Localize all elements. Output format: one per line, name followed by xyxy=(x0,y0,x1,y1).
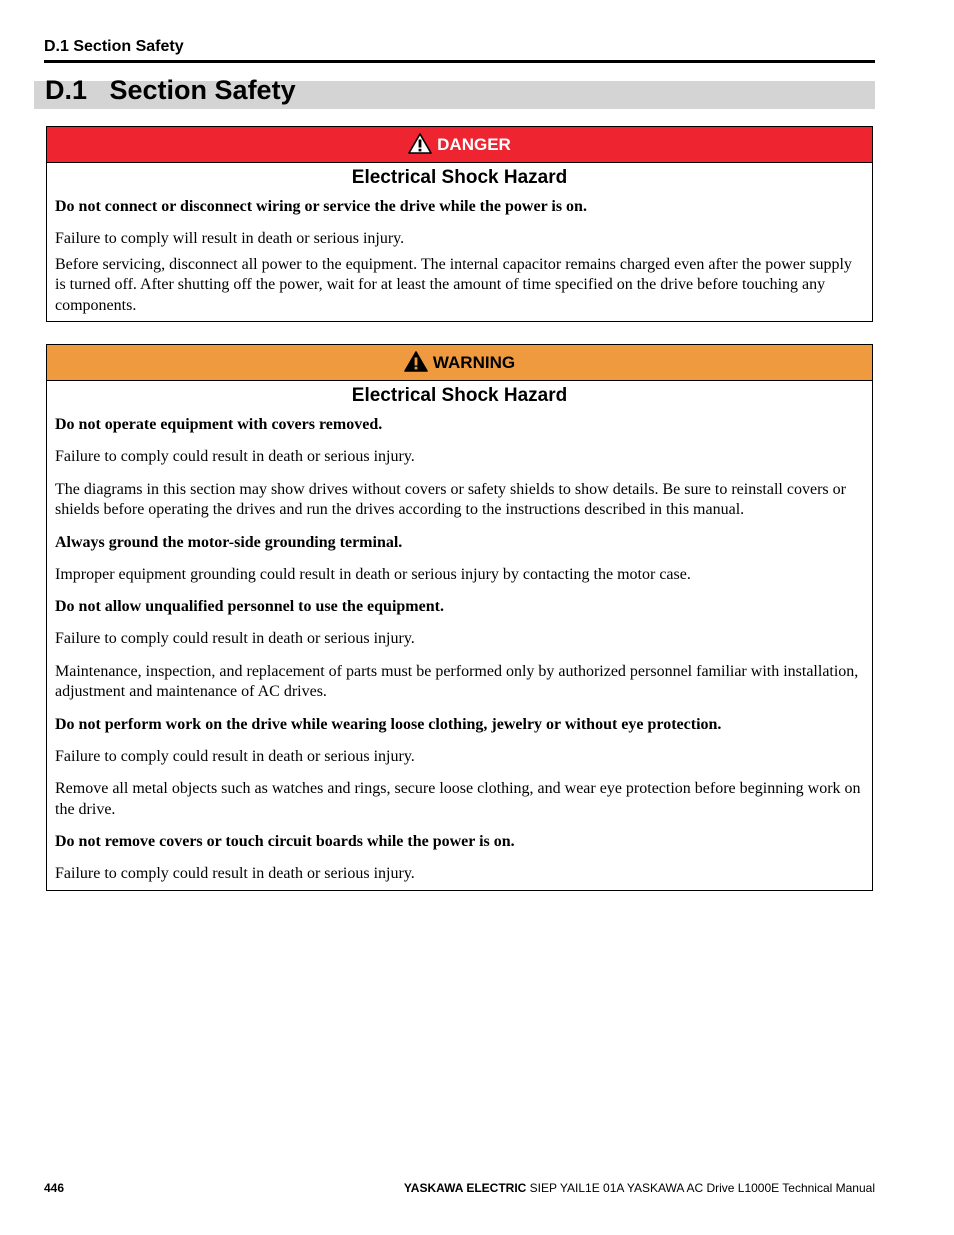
danger-header xyxy=(47,127,872,163)
warning-header xyxy=(47,345,872,381)
warning-item: Failure to comply could result in death or serious injury. xyxy=(55,630,415,647)
warning-item: Do not operate equipment with covers removed. xyxy=(55,416,383,433)
section-title: D.1 Section Safety xyxy=(45,75,296,105)
warning-triangle-icon xyxy=(408,133,432,154)
warning-item: Maintenance, inspection, and replacement of parts must be performed only by authorized personnel familiar with installation, adjustment and maintenance of AC drives. xyxy=(55,662,859,700)
footer-manual-title xyxy=(404,1181,875,1195)
footer-brand: YASKAWA ELECTRIC xyxy=(403,1181,527,1195)
danger-box xyxy=(46,126,873,322)
warning-box xyxy=(46,344,873,891)
danger-item: Do not connect or disconnect wiring or service the drive while the power is on. xyxy=(55,198,587,215)
warning-triangle-icon xyxy=(404,351,428,372)
warning-hazard-title: Electrical Shock Hazard xyxy=(351,385,568,406)
warning-item: Do not perform work on the drive while wearing loose clothing, jewelry or without eye protection. xyxy=(55,715,722,733)
danger-label: DANGER xyxy=(437,134,511,154)
warning-label: WARNING xyxy=(432,352,516,372)
warning-item: Failure to comply could result in death or serious injury. xyxy=(55,747,415,765)
warning-item: Always ground the motor-side grounding terminal. xyxy=(55,533,403,551)
warning-item: Improper equipment grounding could result in death or serious injury by contacting the motor case. xyxy=(55,565,691,583)
page-number: 446 xyxy=(44,1181,65,1195)
running-header: D.1 Section Safety xyxy=(44,38,184,55)
danger-hazard-title: Electrical Shock Hazard xyxy=(351,167,568,188)
danger-item: Before servicing, disconnect all power to the equipment. The internal capacitor remains charged even after the power supply is turned off. After shutting off the power, wait for at least the amount of time specified on the drive before touching any components. xyxy=(55,255,852,314)
warning-item: The diagrams in this section may show drives without covers or safety shields to show details. Be sure to reinstall covers or shields before operating the drives and run the drives according to the instructions described in this manual. xyxy=(55,480,846,518)
warning-item: Failure to comply could result in death or serious injury. xyxy=(55,865,415,882)
warning-item: Remove all metal objects such as watches and rings, secure loose clothing, and wear eye protection before beginning work on the drive. xyxy=(55,780,861,818)
danger-item: Failure to comply will result in death or serious injury. xyxy=(55,230,405,247)
footer-manual: SIEP YAIL1E 01A YASKAWA AC Drive L1000E Technical Manual xyxy=(526,1181,875,1195)
warning-item: Do not remove covers or touch circuit boards while the power is on. xyxy=(55,833,515,850)
warning-item: Do not allow unqualified personnel to use the equipment. xyxy=(55,598,444,615)
header-rule xyxy=(44,60,875,63)
warning-item: Failure to comply could result in death or serious injury. xyxy=(55,448,415,465)
